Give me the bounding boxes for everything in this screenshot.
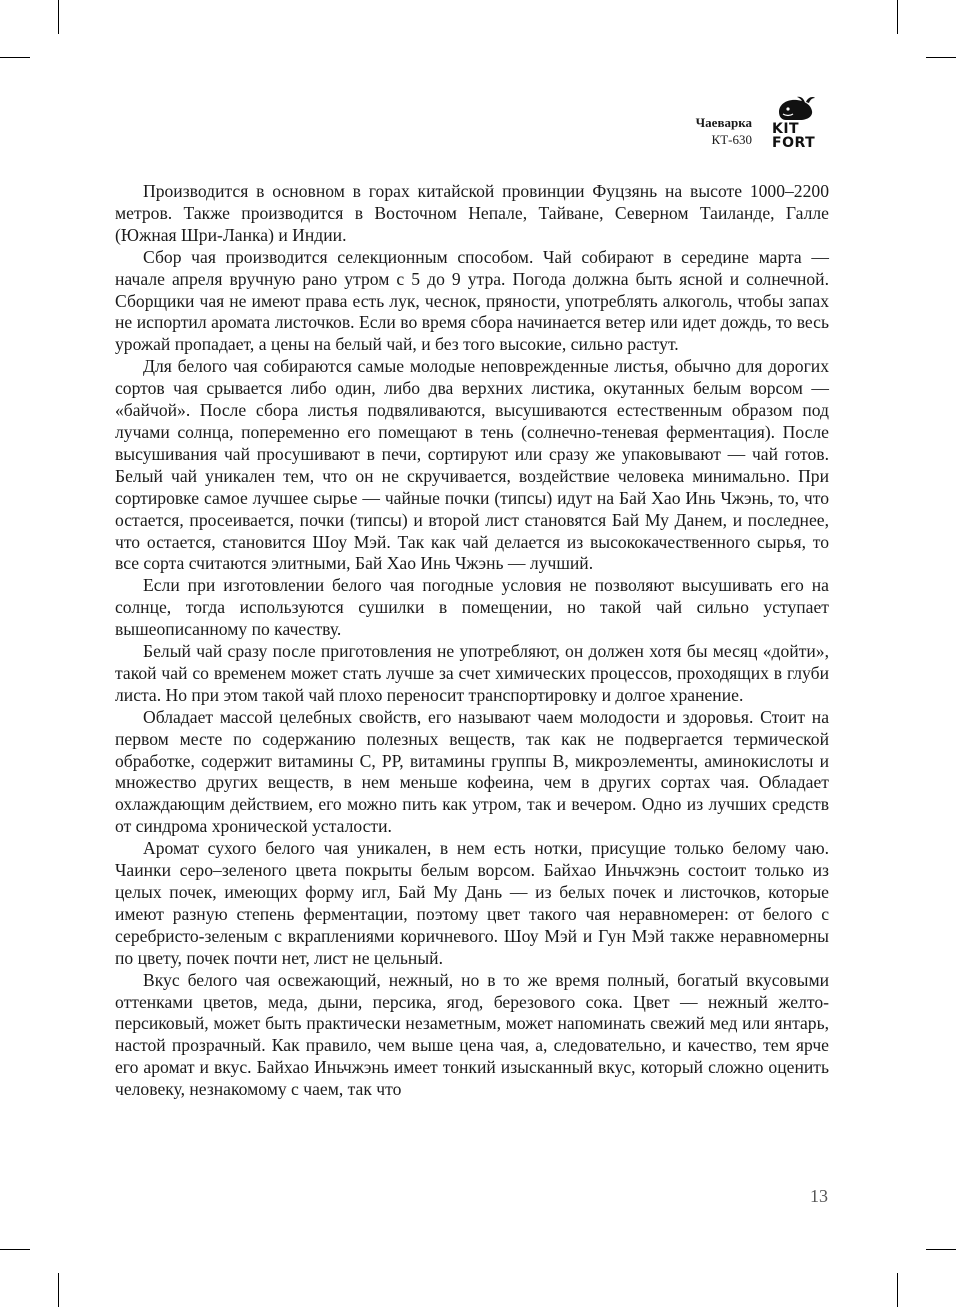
paragraph: Вкус белого чая освежающий, нежный, но в то же время полный, богатый вкусовыми оттенками цветов, меда, дыни, персика, ягод, березового сока. Цвет — нежный желто-персиковый, может быть практически незаметным, может напоминать свежий мед или янтарь, настой прозрачный. Как правило, чем выше цена чая, а, следовательно, и качество, тем ярче его аромат и вкус. Байхао Иньчжэнь имеет тонкий изысканный вкус, который сложно оценить человеку, незнакомому с чаем, так что (115, 969, 829, 1100)
kitfort-logo (764, 96, 828, 150)
crop-mark-top-right-h (926, 57, 956, 58)
paragraph: Аромат сухого белого чая уникален, в нем есть нотки, присущие только белому чаю. Чаинки серо–зеленого цвета покрыты белым ворсом. Байхао Иньчжэнь состоит только из целых почек, имеющих форму игл, Бай Му Дань — из белых почек и листочков, которые имеют разную степень ферментации, поэтому цвет такого чая неравномерен: от белого с серебристо-зеленым с вкраплениями коричневого. Шоу Мэй и Гун Мэй также неравномерны по цвету, почек почти нет, лист не цельный. (115, 838, 829, 968)
body-text (115, 181, 829, 1101)
header-product: Чаеварка (695, 115, 752, 130)
crop-mark-bottom-right (897, 1273, 898, 1307)
crop-mark-bottom-right-h (926, 1249, 956, 1250)
paragraph: Производится в основном в горах китайской провинции Фуцзянь на высоте 1000–2200 метров. Также производится в Восточном Непале, Тайване, Северном Таиланде, Галле (Южная Шри-Ланка) и Индии. (115, 181, 829, 245)
paragraph: Обладает массой целебных свойств, его называют чаем молодости и здоровья. Стоит на первом месте по содержанию полезных веществ, так как не подвергается термической обработке, содержит витамины С, РР, витамины группы В, микроэлементы, аминокислоты и множество других веществ, в нем меньше кофеина, чем в других сортах чая. Обладает охлаждающим действием, его можно пить как утром, так и вечером. Одно из лучших средств от синдрома хронической усталости. (115, 706, 829, 837)
page-header (696, 96, 828, 150)
paragraph: Для белого чая собираются самые молодые неповрежденные листья, обычно для дорогих сортов чая срывается либо один, либо два верхних листика, окутанных белым ворсом — «байчой». После сбора листья подвяливаются, высушиваются естественным образом под лучами солнца, попеременно его помещают в тень (солнечно-теневая ферментация). После высушивания чай просушивают в печи, сортируют или сразу же упаковывают — чай готов. Белый чай уникален тем, что он не скручивается, воздействие человека минимально. При сортировке самое лучшее сырье — чайные почки (типсы) идут на Бай Хао Инь Чжэнь, то, что остается, просеивается, почки (типсы) и второй лист становятся Бай Му Данем, и последнее, что остается, становится Шоу Мэй. Так как чай делается из высококачественного сырья, то все сорта считаются элитными, Бай Хао Инь Чжэнь — лучший. (115, 356, 829, 574)
crop-mark-top-left (58, 0, 59, 34)
page-number: 13 (810, 1186, 828, 1206)
crop-mark-bottom-left (58, 1273, 59, 1307)
paragraph: Сбор чая производится селекционным способом. Чай собирают в середине марта — начале апреля вручную рано утром с 5 до 9 утра. Погода должна быть ясной и солнечной. Сборщики чая не имеют права есть лук, чеснок, пряности, употреблять алкоголь, чтобы запах не испортил аромата листочков. Если во время сбора начинается ветер или идет дождь, то весь урожай пропадает, а цены на белый чай, и без того высокие, сильно растут. (115, 246, 829, 355)
crop-mark-top-right (897, 0, 898, 34)
header-text (696, 114, 752, 150)
paragraph: Если при изготовлении белого чая погодные условия не позволяют высушивать его на солнце, тогда используются сушилки в помещении, но такой чай сильно уступает вышеописанному по качеству. (115, 575, 829, 640)
crop-mark-bottom-left-h (0, 1249, 30, 1250)
logo-word-kit: KIT (772, 121, 800, 137)
logo-word-fort: FORT (772, 135, 816, 151)
header-model: КТ-630 (711, 132, 752, 147)
crop-mark-top-left-h (0, 57, 30, 58)
whale-icon (776, 96, 816, 122)
paragraph: Белый чай сразу после приготовления не употребляют, он должен хотя бы месяц «дойти», такой чай со временем может стать лучше за счет химических процессов, проходящих в глуби листа. Но при этом такой чай плохо переносит транспортировку и долгое хранение. (115, 641, 829, 705)
